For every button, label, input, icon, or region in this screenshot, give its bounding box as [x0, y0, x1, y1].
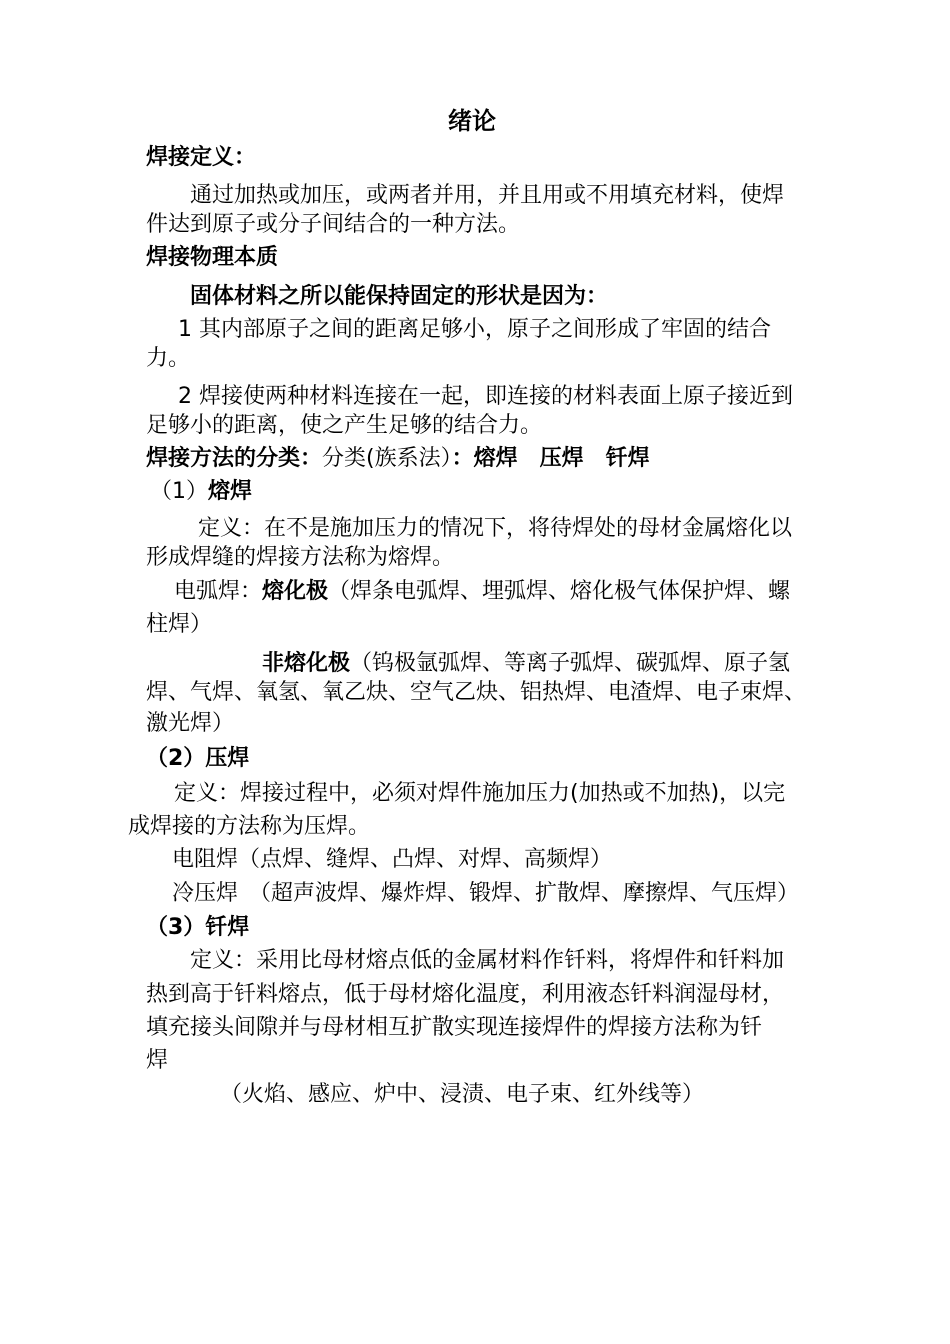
physics-item1-line2: 力。 — [146, 346, 191, 371]
physics-item2-line1: 2 焊接使两种材料连接在一起，即连接的材料表面上原子接近到 — [178, 384, 793, 409]
definition-heading: 焊接定义： — [146, 145, 257, 170]
fusion-def-line2: 形成焊缝的焊接方法称为熔焊。 — [146, 545, 455, 570]
definition-body-line2: 件达到原子或分子间结合的一种方法。 — [146, 212, 521, 237]
brazing-def-line2: 热到高于钎料熔点，低于母材熔化温度，利用液态钎料润湿母材， — [146, 982, 785, 1007]
brazing-def-line3: 填充接头间隙并与母材相互扩散实现连接焊件的焊接方法称为钎 — [146, 1015, 763, 1040]
nonconsumable-line — [262, 649, 790, 679]
classification-mid: 分类(族系法） — [322, 446, 452, 471]
pressure-heading: （2）压焊 — [146, 746, 250, 771]
nonconsumable-items2: 焊、气焊、氧氢、氧乙炔、空气乙炔、铝热焊、电渣焊、电子束焊、 — [146, 680, 807, 705]
physics-heading: 焊接物理本质 — [146, 245, 279, 270]
fusion-heading: 熔焊 — [208, 479, 253, 504]
fusion-heading-line — [150, 477, 252, 507]
pressure-def-line2: 成焊接的方法称为压焊。 — [128, 814, 371, 839]
page-title: 绪论 — [448, 107, 496, 135]
fusion-def-line1: 定义：在不是施加压力的情况下，将待焊处的母材金属熔化以 — [198, 516, 793, 541]
physics-item1-line1: 1 其内部原子之间的距离足够小，原子之间形成了牢固的结合 — [178, 317, 771, 342]
physics-item2-line2: 足够小的距离，使之产生足够的结合力。 — [146, 413, 543, 438]
pressure-def-line1: 定义：焊接过程中，必须对焊件施加压力(加热或不加热)，以完 — [174, 781, 786, 806]
brazing-types: （火焰、感应、炉中、浸渍、电子束、红外线等） — [220, 1082, 705, 1107]
classification-heading: 焊接方法的分类： — [146, 446, 323, 471]
nonconsumable-items1: （钨极氩弧焊、等离子弧焊、碳弧焊、原子氢 — [350, 651, 791, 676]
consumable-items: （焊条电弧焊、埋弧焊、熔化极气体保护焊、螺 — [328, 579, 791, 604]
fusion-num: （1） — [150, 479, 208, 504]
resistance-welding: 电阻焊（点焊、缝焊、凸焊、对焊、高频焊） — [172, 847, 613, 872]
brazing-def-line1: 定义：采用比母材熔点低的金属材料作钎料，将焊件和钎料加 — [190, 948, 785, 973]
classification-line — [146, 444, 650, 474]
classification-colon: ： — [451, 446, 474, 471]
brazing-def-line4: 焊 — [146, 1048, 169, 1073]
arc-label: 电弧焊： — [174, 579, 263, 604]
consumable-label: 熔化极 — [262, 579, 329, 604]
physics-subheading: 固体材料之所以能保持固定的形状是因为： — [190, 284, 609, 309]
classification-types: 熔焊 压焊 钎焊 — [473, 446, 650, 471]
brazing-heading: （3）钎焊 — [146, 915, 250, 940]
consumable-items-line2: 柱焊） — [146, 612, 213, 637]
cold-pressure-welding: 冷压焊 （超声波焊、爆炸焊、锻焊、扩散焊、摩擦焊、气压焊） — [172, 881, 800, 906]
arc-welding-line — [174, 577, 790, 607]
nonconsumable-label: 非熔化极 — [262, 651, 351, 676]
definition-body-line1: 通过加热或加压，或两者并用，并且用或不用填充材料，使焊 — [190, 183, 785, 208]
nonconsumable-items3: 激光焊） — [146, 711, 235, 736]
